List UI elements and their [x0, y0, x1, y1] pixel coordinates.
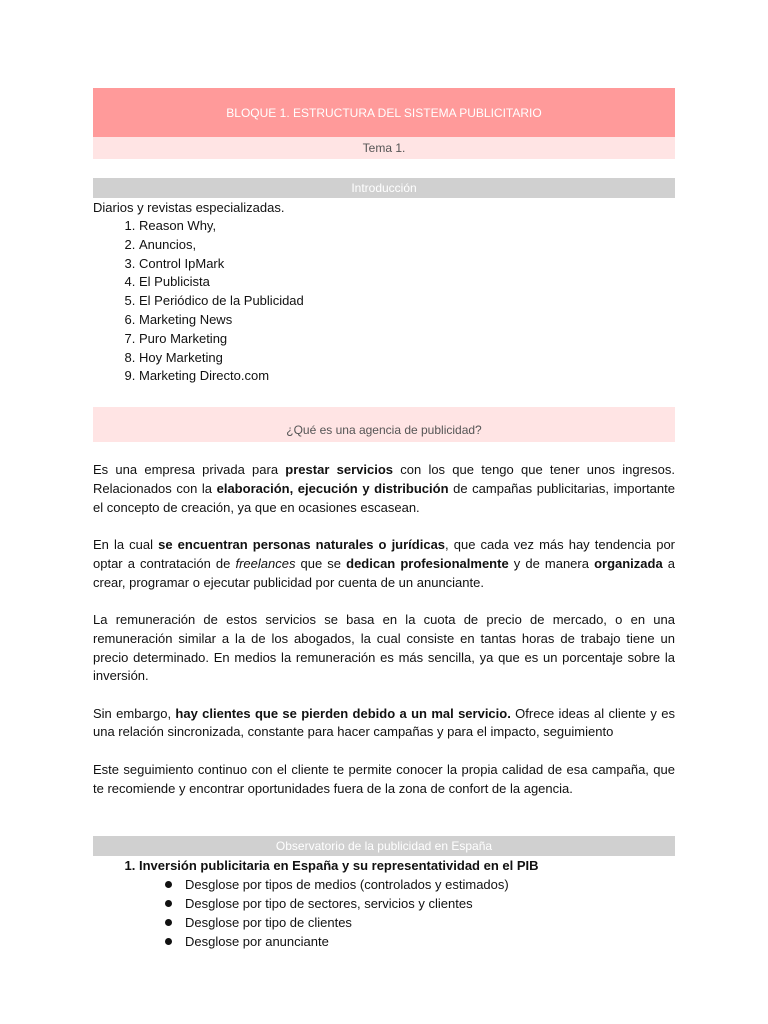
tema-label: Tema 1. — [362, 141, 406, 155]
paragraph-5: Este seguimiento continuo con el cliente te permite conocer la propia calidad de esa campaña, que te recomiende y encontrar oportunidades fuera de la zona de confort de la agencia. — [93, 761, 675, 796]
list-item: Desglose por anunciante — [185, 932, 675, 951]
paragraph-4: Sin embargo, hay clientes que se pierden debido a un mal servicio. Ofrece ideas al cliente y es una relación sincronizada, constante para hacer campañas y para el impacto, seguimiento — [93, 705, 675, 740]
agencia-heading: ¿Qué es una agencia de publicidad? — [286, 423, 482, 438]
bullet-icon — [165, 919, 172, 926]
list-item: 2. Anuncios, — [139, 236, 675, 255]
list-item: 4. El Publicista — [139, 273, 675, 292]
list-item: 8. Hoy Marketing — [139, 349, 675, 368]
intro-lead: Diarios y revistas especializadas. — [93, 200, 285, 215]
agencia-heading-bar — [93, 407, 675, 442]
observatorio-list — [93, 856, 675, 951]
observatorio-heading: Observatorio de la publicidad en España — [275, 839, 493, 854]
paragraph-1: Es una empresa privada para prestar servicios con los que tengo que tener unos ingresos. Relacionados con la elaboración, ejecución y distribución de campañas publicitarias, importante el concepto de creación, ya que en ocasiones escasean. — [93, 462, 675, 515]
publications-list — [93, 217, 675, 386]
tema-banner — [93, 137, 675, 159]
list-item: Desglose por tipos de medios (controlados y estimados) — [185, 875, 675, 894]
observatorio-heading-bar — [93, 836, 675, 856]
observatorio-item-1: Inversión publicitaria en España y su representatividad en el PIB — [139, 858, 539, 874]
document-page — [93, 88, 675, 951]
list-item: Desglose por tipo de sectores, servicios y clientes — [185, 894, 675, 913]
intro-heading: Introducción — [351, 181, 417, 195]
bullet-icon — [165, 881, 172, 888]
list-item: 5. El Periódico de la Publicidad — [139, 292, 675, 311]
list-item: 3. Control IpMark — [139, 255, 675, 274]
list-item: 6. Marketing News — [139, 311, 675, 330]
bullet-icon — [165, 900, 172, 907]
list-item: 1. Reason Why, — [139, 217, 675, 236]
list-item — [139, 856, 675, 951]
bloque-title: BLOQUE 1. ESTRUCTURA DEL SISTEMA PUBLICITARIO — [226, 105, 542, 120]
list-item: 7. Puro Marketing — [139, 330, 675, 349]
bullet-icon — [165, 938, 172, 945]
list-item: Desglose por tipo de clientes — [185, 913, 675, 932]
intro-heading-bar — [93, 178, 675, 198]
list-item: 9. Marketing Directo.com — [139, 367, 675, 386]
paragraph-3: La remuneración de estos servicios se basa en la cuota de precio de mercado, o en una remuneración similar a la de los abogados, la cual consiste en tantas horas de trabajo tiene un precio determinado. En medios la remuneración es más sencilla, ya que es un porcentaje sobre la inversión. — [93, 611, 675, 684]
bloque-title-banner — [93, 88, 675, 137]
paragraph-2: En la cual se encuentran personas naturales o jurídicas, que cada vez más hay tendencia por optar a contratación de freelances que se dedican profesionalmente y de manera organizada a crear, programar o ejecutar publicidad por cuenta de un anunciante. — [93, 537, 675, 590]
observatorio-bullets — [139, 875, 675, 951]
